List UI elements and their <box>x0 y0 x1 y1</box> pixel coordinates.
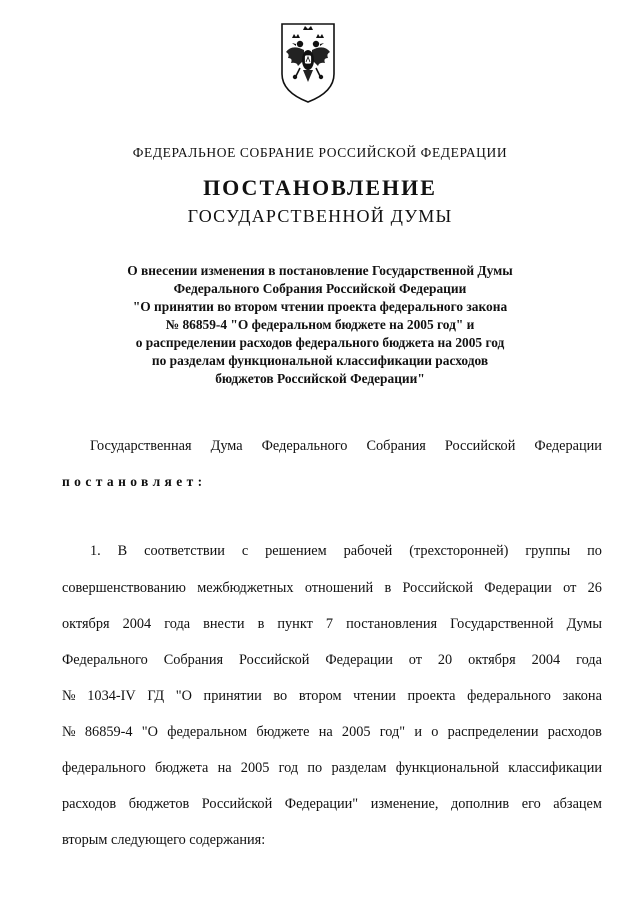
word: Думы <box>566 616 602 632</box>
word: распределении <box>447 724 539 740</box>
word: 1034-IV <box>87 688 136 704</box>
word: 2004 <box>531 652 561 668</box>
word: В <box>117 543 128 559</box>
word: октября <box>468 652 516 668</box>
word: соответствии <box>144 543 225 559</box>
word: Собрания <box>163 652 224 668</box>
word: функциональной <box>395 760 500 776</box>
word: бюджета <box>155 760 209 776</box>
subject-line: о распределении расходов федерального бюджета на 2005 год <box>135 335 505 350</box>
word: № <box>62 688 76 704</box>
organization-name: ФЕДЕРАЛЬНОЕ СОБРАНИЕ РОССИЙСКОЙ ФЕДЕРАЦИИ <box>132 145 508 160</box>
word: группы <box>525 543 571 559</box>
word: отношений <box>304 580 374 596</box>
word: Собрания <box>366 438 426 454</box>
word: пункт <box>277 616 313 632</box>
word: Федерации <box>325 652 393 668</box>
word: на <box>318 724 333 740</box>
word: закона <box>562 688 602 704</box>
word: Государственная <box>90 438 192 454</box>
subject-line: № 86859-4 "О федеральном бюджете на 2005 год" и <box>165 317 475 332</box>
word: принятии <box>203 688 262 704</box>
word: Российской <box>238 652 310 668</box>
preamble-text <box>90 438 602 455</box>
word: абзацем <box>553 796 602 812</box>
word: ГД <box>147 688 165 704</box>
decree-word: постановляет: <box>62 474 207 489</box>
word: Федерального <box>62 652 148 668</box>
word: совершенствованию <box>62 580 186 596</box>
word: бюджете <box>256 724 310 740</box>
item-1-line <box>62 652 602 669</box>
word: "О <box>141 724 158 740</box>
word: по <box>587 543 602 559</box>
word: Российской <box>402 580 473 596</box>
word: чтении <box>353 688 396 704</box>
coat-of-arms-emblem <box>276 16 340 106</box>
word: Дума <box>210 438 243 454</box>
item-1-line <box>62 760 602 777</box>
subject-line: Федерального Собрания Российской Федерации <box>173 281 467 296</box>
word: расходов <box>62 796 117 812</box>
word: 2004 <box>122 616 152 632</box>
word: втором <box>298 688 342 704</box>
word: изменение, <box>370 796 439 812</box>
word: расходов <box>547 724 602 740</box>
item-1-line: вторым следующего содержания: <box>62 832 266 848</box>
subject-line: по разделам функциональной классификации расходов <box>151 353 489 368</box>
word: во <box>273 688 288 704</box>
word: решением <box>265 543 327 559</box>
word: от <box>563 580 577 596</box>
word: 7 <box>325 616 334 632</box>
word: в <box>257 616 265 632</box>
word: 26 <box>587 580 602 596</box>
subject-line: бюджетов Российской Федерации" <box>215 371 425 386</box>
word: в <box>384 580 392 596</box>
subject-line: "О принятии во втором чтении проекта федерального закона <box>132 299 508 314</box>
russian-coat-of-arms-icon <box>276 16 340 106</box>
word: Федерации <box>484 580 552 596</box>
word: рабочей <box>343 543 393 559</box>
word: Российской <box>444 438 516 454</box>
word: федерального <box>62 760 146 776</box>
subject-line: О внесении изменения в постановление Государственной Думы <box>127 263 513 278</box>
word: 1. <box>90 543 101 559</box>
word: внести <box>203 616 245 632</box>
item-1-line <box>62 724 602 741</box>
word: классификации <box>508 760 602 776</box>
word: Государственной <box>450 616 554 632</box>
word: 20 <box>437 652 453 668</box>
word: года <box>576 652 602 668</box>
word: 86859-4 <box>84 724 133 740</box>
word: о <box>431 724 439 740</box>
word: его <box>521 796 541 812</box>
document-subject <box>0 262 640 388</box>
word: 2005 <box>240 760 270 776</box>
item-1-line <box>62 688 602 705</box>
word: 2005 <box>341 724 371 740</box>
word: федеральном <box>167 724 248 740</box>
issuing-authority: ГОСУДАРСТВЕННОЙ ДУМЫ <box>187 206 453 226</box>
word: "О <box>175 688 192 704</box>
word: федерального <box>467 688 551 704</box>
word: постановления <box>346 616 438 632</box>
word: Федерации" <box>284 796 359 812</box>
word: Федерального <box>261 438 348 454</box>
word: по <box>307 760 323 776</box>
word: проекта <box>407 688 456 704</box>
item-1-line <box>62 616 602 633</box>
word: год" <box>379 724 406 740</box>
word: № <box>62 724 76 740</box>
word: с <box>241 543 249 559</box>
word: на <box>217 760 232 776</box>
word: год <box>278 760 299 776</box>
word: и <box>414 724 422 740</box>
item-1-line <box>62 796 602 813</box>
word: Федерации <box>534 438 602 454</box>
document-type-title: ПОСТАНОВЛЕНИЕ <box>203 175 437 200</box>
word: разделам <box>331 760 387 776</box>
item-1-line <box>62 580 602 597</box>
word: дополнив <box>450 796 510 812</box>
item-1-line <box>90 543 602 560</box>
word: бюджетов <box>128 796 190 812</box>
word: (трехсторонней) <box>409 543 509 559</box>
word: октября <box>62 616 110 632</box>
word: от <box>408 652 422 668</box>
word: года <box>164 616 191 632</box>
word: Российской <box>201 796 273 812</box>
word: межбюджетных <box>197 580 294 596</box>
